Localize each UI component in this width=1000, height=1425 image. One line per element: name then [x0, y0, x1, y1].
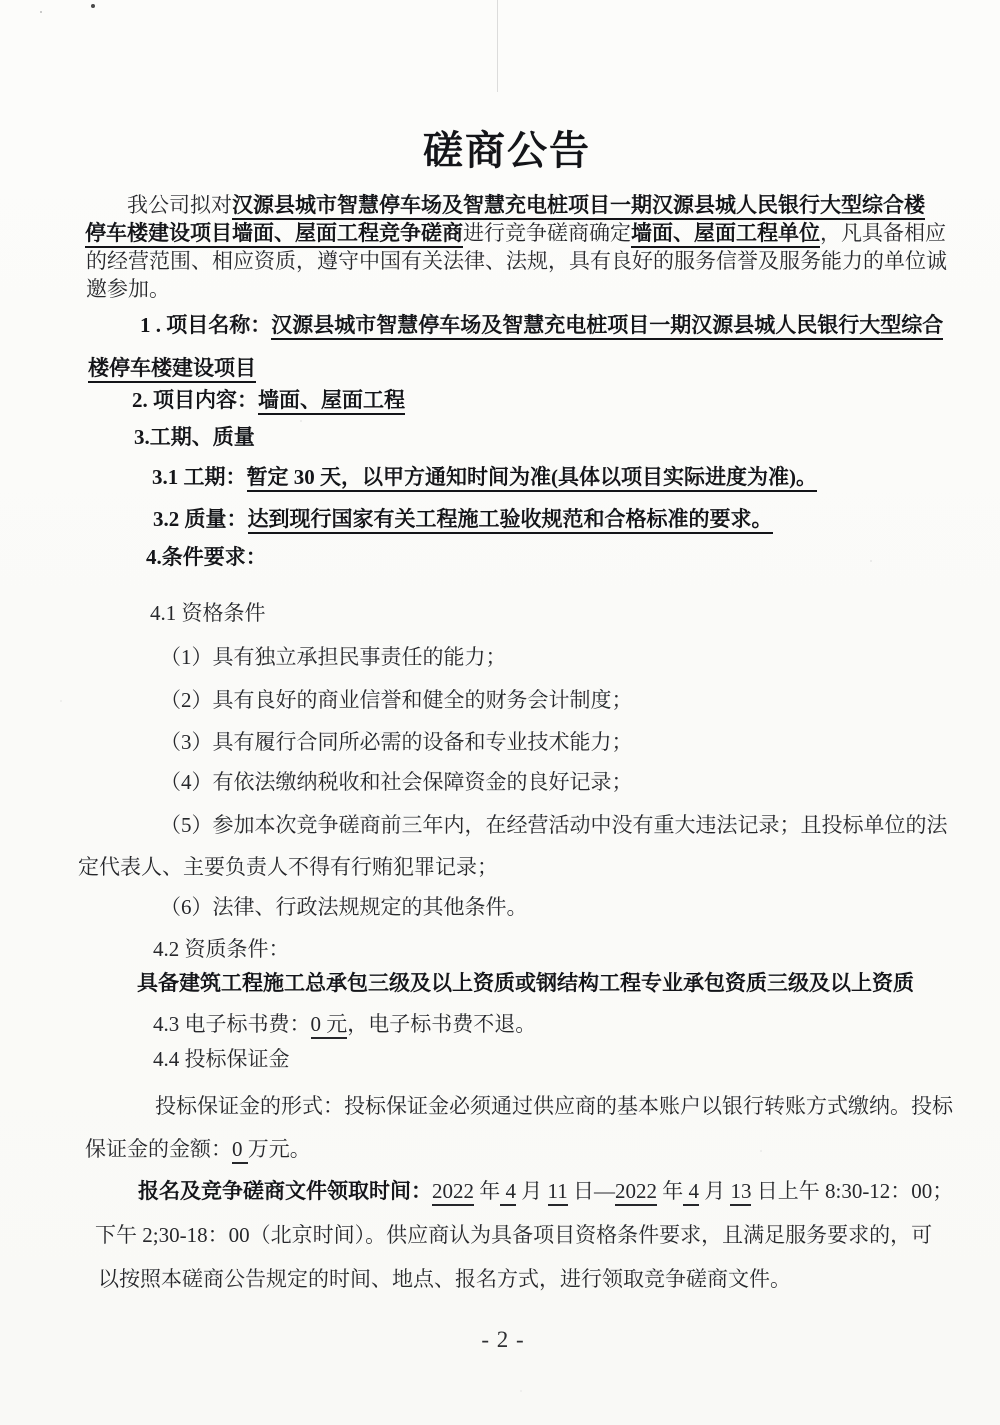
- doc-line-intro-3: 的经营范围、相应资质，遵守中国有关法律、法规，具有良好的服务信誉及服务能力的单位诚: [86, 249, 947, 273]
- doc-line-signup-time-3: 以按照本磋商公告规定的时间、地点、报名方式，进行领取竞争磋商文件。: [98, 1267, 791, 1291]
- doc-line-item4-2: 4.2 资质条件：: [153, 937, 290, 961]
- scan-speckles: [0, 0, 2, 2]
- doc-line-signup-time-1: 报名及竞争磋商文件领取时间：2022 年 4 月 11 日—2022 年 4 月 13 日上午 8:30-12：00；: [138, 1179, 953, 1203]
- doc-line-qualification: 具备建筑工程施工总承包三级及以上资质或钢结构工程专业承包资质三级及以上资质: [137, 971, 914, 995]
- doc-line-item1-name-2: 楼停车楼建设项目: [88, 356, 256, 380]
- doc-line-intro-1: 我公司拟对汉源县城市智慧停车场及智慧充电桩项目一期汉源县城人民银行大型综合楼: [127, 193, 925, 217]
- page-number: - 2 -: [481, 1327, 525, 1352]
- scan-artifact-line: [497, 0, 498, 92]
- doc-line-deposit-form: 投标保证金的形式：投标保证金必须通过供应商的基本账户以银行转账方式缴纳。投标: [155, 1094, 953, 1118]
- doc-line-condition-3: （3）具有履行合同所必需的设备和专业技术能力；: [160, 730, 633, 754]
- doc-line-deposit-amount: 保证金的金额：0 万元。: [85, 1137, 311, 1161]
- doc-line-condition-4: （4）有依法缴纳税收和社会保障资金的良好记录；: [160, 770, 633, 794]
- doc-line-item1-name-1: 1 . 项目名称：汉源县城市智慧停车场及智慧充电桩项目一期汉源县城人民银行大型综合: [140, 313, 943, 337]
- doc-line-signup-time-2: 下午 2;30-18：00（北京时间）。供应商认为具备项目资格条件要求，且满足服务要求的，可: [95, 1223, 933, 1247]
- doc-line-item4-heading: 4.条件要求：: [146, 545, 267, 569]
- doc-line-item3-1-duration: 3.1 工期：暂定 30 天，以甲方通知时间为准(具体以项目实际进度为准)。: [152, 465, 817, 489]
- doc-line-condition-6: （6）法律、行政法规规定的其他条件。: [160, 895, 528, 919]
- doc-line-intro-2: 停车楼建设项目墙面、屋面工程竞争磋商进行竞争磋商确定墙面、屋面工程单位，凡具备相应: [85, 221, 946, 245]
- doc-line-condition-5b: 定代表人、主要负责人不得有行贿犯罪记录；: [78, 855, 498, 879]
- doc-line-item2-content: 2. 项目内容：墙面、屋面工程: [132, 388, 405, 412]
- doc-line-item3-2-quality: 3.2 质量：达到现行国家有关工程施工验收规范和合格标准的要求。: [153, 507, 773, 531]
- doc-line-intro-4: 邀参加。: [86, 277, 170, 301]
- page-title: 磋商公告: [423, 127, 591, 173]
- doc-line-condition-5a: （5）参加本次竞争磋商前三年内，在经营活动中没有重大违法记录；且投标单位的法: [160, 813, 948, 837]
- doc-line-condition-1: （1）具有独立承担民事责任的能力；: [160, 645, 507, 669]
- doc-line-item4-3-fee: 4.3 电子标书费：0 元，电子标书费不退。: [153, 1012, 536, 1036]
- doc-line-item4-4-deposit: 4.4 投标保证金: [153, 1047, 290, 1071]
- doc-line-condition-2: （2）具有良好的商业信誉和健全的财务会计制度；: [160, 688, 633, 712]
- doc-line-item4-1: 4.1 资格条件: [150, 601, 266, 625]
- doc-line-item3-heading: 3.工期、质量: [134, 425, 255, 449]
